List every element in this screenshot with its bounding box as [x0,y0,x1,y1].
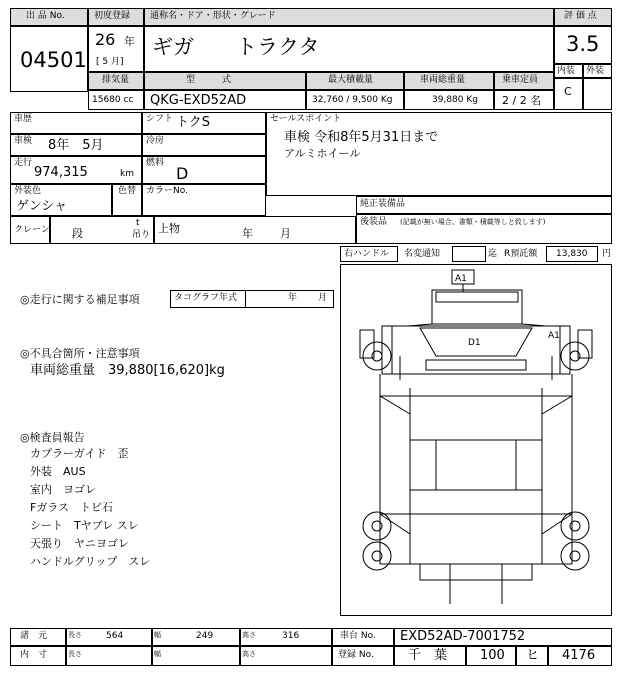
jouso-cell [154,216,356,244]
exterior-grade-cell [583,78,612,110]
crane-label: クレーン [14,225,50,235]
score-value: 3.5 [566,32,600,56]
shift-label: シフト [146,114,174,124]
shogen-label: 諸 元 [20,631,48,641]
plate-class: 100 [480,648,505,663]
colorchg-label: 色替 [118,186,137,196]
chassis-label: 車台 No. [340,631,376,641]
crane-tsuri: 吊り [132,230,151,240]
car-name: ギガ トラクタ [152,35,320,59]
rear-bumper [420,564,532,580]
cap-label: 乗車定員 [502,75,539,85]
height-value: 316 [282,631,300,641]
ac-label: 冷房 [146,136,165,146]
report-line: 天張り ヤニヨゴレ [30,537,129,550]
mirror-right [578,330,592,358]
chassis-value: EXD52AD-7001752 [400,629,526,644]
report-line: 外装 AUS [30,465,86,478]
report-line: カプラーガイド 歪 [30,447,129,460]
equip-label: 純正装備品 [360,199,406,209]
wheel-rear-left-1 [363,512,391,540]
colorno-label: カラーNo. [146,186,188,196]
width-label: 幅 [154,631,161,639]
capacity: 2 / 2 名 [502,94,542,107]
cab-outline [432,290,522,324]
interior-label: 内装 [557,66,576,76]
exterior-label: 外装 [586,66,605,76]
lot-label: 出 品 No. [26,11,65,21]
sales-line2: アルミホイール [284,147,361,160]
report-line: シート Tヤブレ スレ [30,519,139,532]
gvw-label: 車両総重量 [420,75,466,85]
model: QKG-EXD52AD [150,93,247,108]
cab-roof [436,292,518,302]
drive-title: ◎走行に関する補足事項 [20,293,140,306]
model-label: 型 式 [186,75,232,85]
truck-diagram [340,264,612,616]
plate-no: 4176 [562,648,596,663]
plate-area: 千 葉 [408,648,448,663]
length-value: 564 [106,631,124,641]
rhd: 右ハンドル [344,249,390,259]
jouso-nen: 年 [242,227,253,240]
chassis-frame [380,374,572,564]
maxload-label: 最大積載量 [328,75,374,85]
reg-label: 初度登録 [94,11,131,21]
length-label: 長さ [68,631,82,639]
defect-line: 車両総重量 39,880[16,620]kg [30,363,225,378]
history-label: 車歴 [14,114,33,124]
mileage-label: 走行 [14,158,33,168]
inspector-title: ◎検査員報告 [20,431,85,444]
score-label: 評 価 点 [564,11,597,21]
mark-a1-right: A1 [548,331,560,341]
disp-label: 排気量 [102,75,130,85]
report-line: 室内 ヨゴレ [30,483,96,496]
meihen-box [452,246,486,262]
displacement: 15680 cc [92,95,134,105]
reg-year: 26 [95,30,116,49]
kigen: 迄 [488,249,498,259]
color-label: 外装色 [14,186,42,196]
defect-title: ◎不具合箇所・注意事項 [20,347,140,360]
sales-line1: 車検 令和8年5月31日まで [284,130,439,145]
lot-number: 04501 [20,48,87,72]
mark-d1: D1 [468,338,481,348]
r-unit: 円 [602,249,612,259]
gvw: 39,880 Kg [432,95,478,105]
wheel-front-left [363,342,391,370]
mileage-unit: km [120,169,134,179]
fuel-value: D [176,164,189,183]
wheel-rear-right-2 [561,542,589,570]
report-line: Fガラス トビ石 [30,501,113,514]
cab-body [382,326,570,374]
shift-value: トクS [176,115,210,130]
report-line: ハンドルグリップ スレ [30,555,151,568]
height-label: 高さ [242,631,256,639]
jouso-tsuki: 月 [280,227,291,240]
inner-length-label: 長さ [68,650,82,658]
inner-width-cell [152,646,240,666]
width-value: 249 [196,631,214,641]
interior-grade: C [564,85,572,98]
inspection-label: 車検 [14,136,33,146]
plate-kana: ヒ [526,648,540,663]
mirror-left [360,330,374,358]
tacho-tsuki: 月 [318,293,328,303]
fuel-label: 燃料 [146,158,165,168]
mark-a1-top: A1 [455,274,467,284]
reg-month: [ 5 月] [96,57,124,67]
inspection-value: 8年 5月 [48,138,104,153]
plate-label: 登録 No. [338,650,374,660]
naiga-label: 内 寸 [20,650,48,660]
retro-label: 後装品 [360,217,388,227]
tacho-nen: 年 [288,293,298,303]
reg-year-unit: 年 [124,35,135,48]
inner-height-label: 高さ [242,650,256,658]
wheel-rear-right-1 [561,512,589,540]
crane-t: t [136,218,140,228]
wheel-rear-left-2 [363,542,391,570]
retro-note: (記載が無い場合、書類・積載等しと致します) [400,218,546,226]
crane-dan: 段 [72,227,83,240]
r-amount: 13,830 [556,249,588,259]
mileage-value: 974,315 [34,165,88,180]
inner-width-label: 幅 [154,650,161,658]
tacho-label: タコグラフ年式 [174,293,238,303]
wheel-front-right [561,342,589,370]
sales-label: セールスポイント [270,114,342,124]
jouso-label: 上物 [158,222,180,235]
maxload: 32,760 / 9,500 Kg [312,95,393,105]
r-label: R預託額 [504,249,538,259]
color-value: ゲンシャ [16,199,68,214]
name-label: 通称名・ドア・形状・グレード [150,11,276,21]
meihen: 名変通知 [404,249,441,259]
